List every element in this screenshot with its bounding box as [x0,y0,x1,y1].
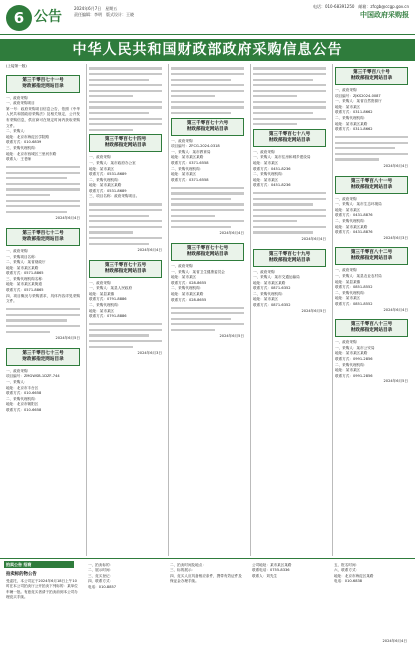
ad-section-label: 拍卖公告 招商 [4,561,74,568]
ad-column-2 [86,563,162,643]
notice-title: 第三千零百七十三号 财政部指定网站目录 [6,348,80,366]
ad-column-5 [332,563,410,635]
notice-title: 第三千零百七十一号 财政部指定网站目录 [6,75,80,93]
notice-title: 第三千零百八十号 财政部指定网站目录 [335,67,408,85]
notice-card [333,176,410,242]
notice-date: 2024年6月5日 [301,308,326,313]
notice-body: 一、政府采购 一、政府采购项目 第一号：政府采购项目信息公告，依照《中华人民共和国政府采购法》及相关规定，公开发布采购信息，供应商可在规定时间内获取采购文件。 二、采购人： 地址：北京市海淀区学院路 联系方式：010-6839 三、采购代理机构： 地址：北京市西城区三里河东路 联系人：王老师 [6,95,80,162]
notice-title: 第三千零百七十四号 财政部指定网站目录 [89,134,162,152]
notice-title: 第三千零百八十二号 财政部指定网站目录 [335,247,408,265]
notice-title: 第三千零百七十八号 财政部指定网站目录 [253,129,326,147]
notice-body: 一、政府采购 一、采购人：某省卫生健康委员会 地址：某市某区 联系方式：028-8655 二、采购代理机构： 地址：某市某区某路 联系方式：028-8655 [171,263,225,302]
notice-card [251,129,328,243]
text-block [251,67,328,125]
notice-card [4,228,82,342]
masthead-logo: 中国政府采购报 [360,10,409,19]
notice-card [4,348,82,414]
notice-card [4,75,82,222]
notice-date: 2024年6月5日 [383,379,408,384]
ad-text: 公司地址：某市某区某路 联系电话：0755-8336 联系人：刘先生 [252,563,292,578]
ad-column-3 [168,563,244,643]
notice-body: 一、政府采购 一、采购人：某县农业农村局 地址：某县某镇 联系方式：0851-8552 二、采购代理机构： 地址：某市某区 联系方式：0851-8552 [335,268,382,306]
auction-ad-band [0,558,415,648]
page-banner: 中华人民共和国财政部政府采购信息公告 [0,39,415,61]
notice-body: 一、政府采购 一、采购人：某市生态环境局 地址：某市某区 联系方式：0431-8876 二、采购代理机构： 地址：某市某区某路 联系方式：0431-8876 [335,196,382,235]
ad-column-4 [250,563,326,643]
notice-card [87,134,164,253]
column-1 [4,64,82,556]
issue-editors: 责任编辑：李明 版式设计：王晓 [74,12,134,17]
notice-date: 2024年6月5日 [55,336,80,341]
notice-title: 第三千零百八十三号 财政部指定网站目录 [335,319,408,337]
text-block [169,307,246,332]
section-title: 公告 [34,9,62,25]
page-header [0,0,415,36]
ad-text: 受委托，本公司定于2024年6月18日上午10时在本公司拍卖厅公开拍卖下列标的：某单位车辆一批。有意竞买者请于拍卖前到本公司办理竞买手续。 [6,579,78,600]
text-block [251,192,328,233]
issue-meta [74,6,134,18]
notice-body: 一、政府采购 一、采购项目名称： 二、采购人：某省财政厅 地址：某市某区某路 联系方式：0571-8865 三、采购代理机构名称： 地址：某市某区某街道 联系方式：0571-8865 四、项目概况与采购需求，具体内容详见采购文件。 [6,248,80,304]
notice-body: 一、政府采购 一、采购人：某市住房和城乡建设局 地址：某市某区 联系方式：0451-8236 二、采购代理机构： 地址：某市某区 联系方式：0451-8236 [253,149,311,188]
notice-date: 2024年6月5日 [219,334,244,339]
text-block [87,323,164,348]
ad-date: 2024年6月4日 [382,639,407,643]
page-number-badge: 6 [6,5,32,31]
notice-body: 一、政府采购 项目编号：ZFCG-2024-0318 一、采购人：某市教育局 地址：某市某区某路 联系方式：0371-6558 二、采购代理机构： 地址：某市某区 联系方式：0371-6558 [171,138,220,182]
notice-card [87,260,164,357]
notice-body: 一、政府采购 一、采购人：某市公安局 地址：某市某区某路 联系方式：0991-2856 二、采购代理机构： 地址：某市某区 联系方式：0991-2856 [335,340,375,378]
notice-title: 第三千零百七十五号 财政部指定网站目录 [89,260,162,278]
notice-card [333,247,410,313]
notice-date: 2024年6月4日 [383,164,408,169]
header-rule [0,34,415,35]
column-3 [168,64,246,556]
notice-title: 第三千零百七十九号 财政部指定网站目录 [253,249,326,267]
text-block [169,67,246,114]
notice-card [333,319,410,385]
column-5 [332,64,410,556]
notice-date: 2024年6月4日 [219,231,244,236]
notice-card [169,243,246,340]
notice-title: 第三千零百七十七号 财政部指定网站目录 [171,243,244,261]
text-block [4,308,82,333]
text-block [87,67,164,131]
notice-date: 2024年6月4日 [137,248,162,253]
notice-title: 第三千零百七十六号 财政部指定网站目录 [171,118,244,136]
notice-body: 一、政府采购 项目编号：ZJKS2024-0087 一、采购人：某省自然资源厅 地址：某市某区 联系方式：0311-8662 二、采购代理机构： 地址：某市某区某路 联系方式：0311-8662 [335,88,382,132]
notice-card [169,118,246,237]
text-block [87,203,164,244]
notice-date: 2024年6月3日 [137,351,162,356]
notice-date: 2024年6月4日 [301,236,326,241]
notice-date: 2024年6月3日 [383,235,408,240]
notice-body: 一、政府采购 项目编号：ZMGWSB-1DZF-744 一、采购人： 地址：北京市丰台区 联系方式：010-6658 二、采购代理机构： 地址：北京市朝阳区 联系方式：010-6658 [6,368,60,412]
text-block [169,187,246,228]
column-4 [250,64,328,556]
ad-title: 拍卖标的物公告 [6,572,37,577]
notice-body: 一、政府采购 一、采购人：某市政府办公室 地址：某市某区 联系方式：0531-8689 二、采购代理机构： 地址：某市某区某路 联系方式：0531-8689 三、项目名称：政府采购项目。 [89,155,140,199]
column-2 [86,64,164,556]
ad-column-1 [4,579,80,643]
notice-body: 一、政府采购 一、采购人：某市交通运输局 地址：某市某区某路 联系方式：0871-6352 二、采购代理机构： 地址：某市某区 联系方式：0871-6352 [253,269,300,308]
ad-text: 一、拍卖标的： 二、展示时间： 三、竞买登记： 四、联系方式： 电话：010-8857 [88,563,117,589]
notice-card [333,67,410,170]
continued-note: (上接第一版) [6,64,27,68]
notice-columns [4,64,411,556]
issue-date: 2024年6月7日 星期五 [74,6,118,11]
ad-text: 五、报名时间： 六、联系方式： 地址：北京市海淀区某路 电话：010-6838 [334,563,374,584]
notice-date: 2024年6月4日 [55,216,80,221]
notice-body: 一、政府采购 一、采购人：某县人民政府 地址：某县某镇 联系方式：0791-8886 二、采购代理机构： 地址：某市某区 联系方式：0791-8886 [89,280,133,319]
notice-title: 第三千零百七十二号 财政部指定网站目录 [6,228,80,246]
text-block [4,166,82,213]
contact-line: 电话：010-68391250 邮箱：zfcgb@ccgp.gov.cn [312,4,409,9]
notice-card [251,249,328,315]
notice-title: 第三千零百八十一号 财政部指定网站目录 [335,176,408,194]
ad-text: 二、拍卖时间及地点： 三、标的展示： 四、竞买人应具备相应条件，携带有效证件及保证金办理手续。 [170,563,242,584]
notice-date: 2024年6月4日 [383,307,408,312]
text-block [333,136,410,161]
